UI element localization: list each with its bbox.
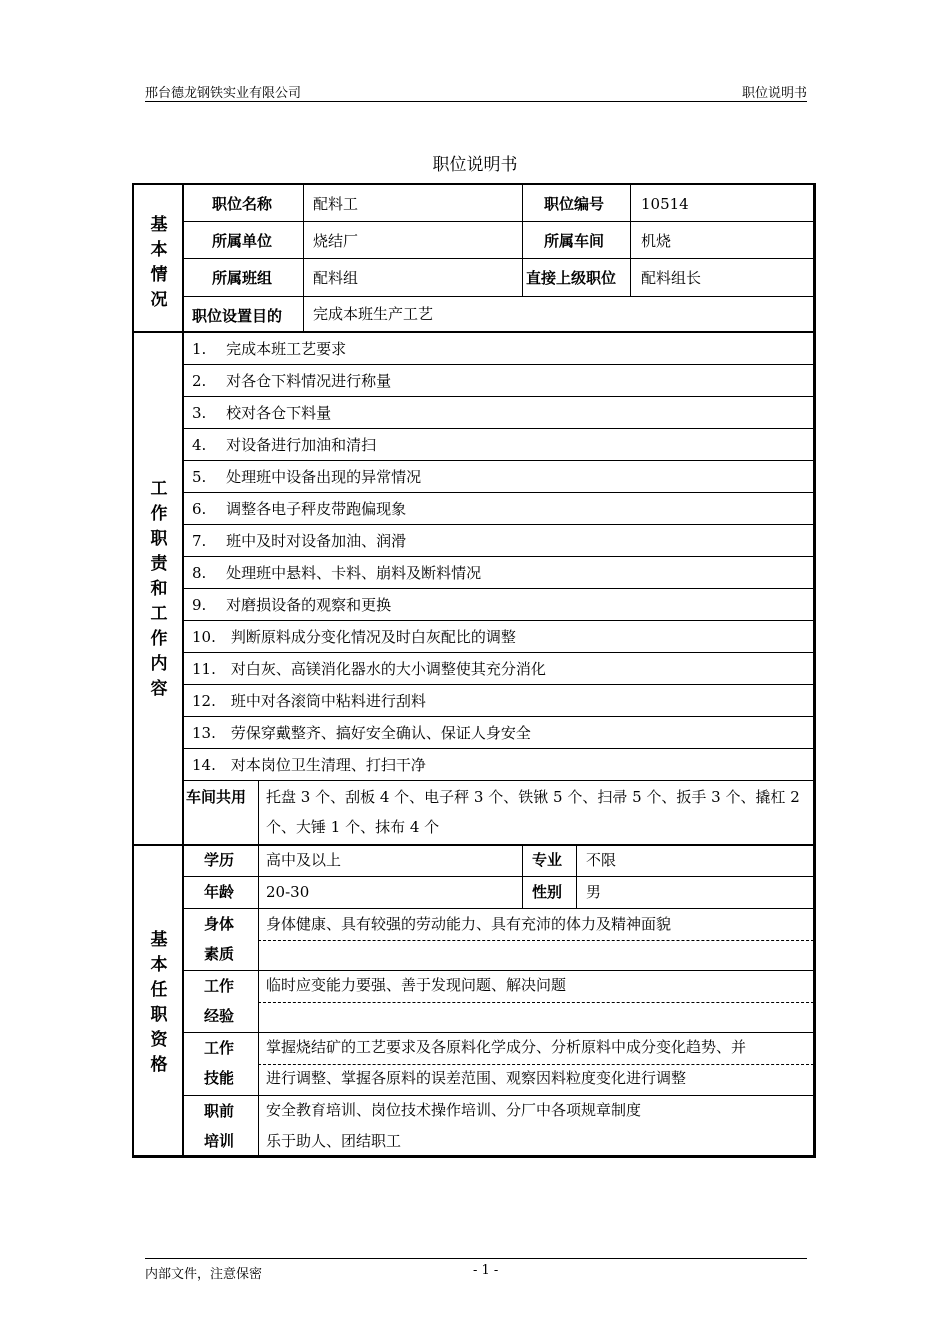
duty-item: 3. 校对各仓下料量 bbox=[192, 404, 332, 422]
section-title-basic: 基 本 情 况 bbox=[150, 215, 168, 310]
value-physical: 身体健康、具有较强的劳动能力、具有充沛的体力及精神面貌 bbox=[266, 915, 672, 933]
section-title-qualifications: 基 本 任 职 资 格 bbox=[150, 930, 168, 1075]
value-major: 不限 bbox=[586, 851, 617, 869]
value-purpose: 完成本班生产工艺 bbox=[313, 305, 434, 323]
label-experience-2: 经验 bbox=[204, 1007, 235, 1025]
label-position-code: 职位编号 bbox=[544, 195, 605, 213]
label-purpose: 职位设置目的 bbox=[192, 307, 283, 325]
value-age: 20-30 bbox=[266, 883, 310, 901]
header-doc-type: 职位说明书 bbox=[741, 86, 807, 101]
label-training-1: 职前 bbox=[204, 1102, 235, 1120]
label-skills-1: 工作 bbox=[204, 1039, 235, 1057]
label-education: 学历 bbox=[204, 851, 235, 869]
duty-item: 6. 调整各电子秤皮带跑偏现象 bbox=[192, 500, 407, 518]
duty-item: 13. 劳保穿戴整齐、搞好安全确认、保证人身安全 bbox=[192, 724, 531, 742]
label-unit: 所属单位 bbox=[212, 232, 273, 250]
label-physical-2: 素质 bbox=[204, 945, 235, 963]
duty-item: 5. 处理班中设备出现的异常情况 bbox=[192, 468, 422, 486]
value-skills-line-2: 进行调整、掌握各原料的误差范围、观察因料粒度变化进行调整 bbox=[266, 1069, 687, 1087]
value-team: 配料组 bbox=[313, 269, 359, 287]
confidential-note: 内部文件，注意保密 bbox=[145, 1267, 263, 1282]
label-shared-tools: 车间共用 bbox=[186, 788, 247, 806]
duty-item: 4. 对设备进行加油和清扫 bbox=[192, 436, 377, 454]
duty-item: 7. 班中及时对设备加油、润滑 bbox=[192, 532, 407, 550]
label-position-name: 职位名称 bbox=[212, 195, 273, 213]
value-training-line-1: 安全教育培训、岗位技术操作培训、分厂中各项规章制度 bbox=[266, 1101, 642, 1119]
shared-tools-line-1: 托盘 3 个、刮板 4 个、电子秤 3 个、铁锹 5 个、扫帚 5 个、扳手 3 个、撬杠 2 bbox=[266, 788, 800, 806]
label-superior: 直接上级职位 bbox=[526, 269, 617, 287]
label-major: 专业 bbox=[532, 851, 563, 869]
value-superior: 配料组长 bbox=[641, 269, 702, 287]
value-workshop: 机烧 bbox=[641, 232, 672, 250]
company-name: 邢台德龙钢铁实业有限公司 bbox=[145, 86, 302, 101]
page-footer bbox=[145, 1258, 807, 1282]
value-education: 高中及以上 bbox=[266, 851, 342, 869]
duty-item: 14. 对本岗位卫生清理、打扫干净 bbox=[192, 756, 426, 774]
label-training-2: 培训 bbox=[204, 1132, 235, 1150]
page-header bbox=[145, 81, 807, 102]
document-title: 职位说明书 bbox=[432, 155, 518, 175]
value-training-line-2: 乐于助人、团结职工 bbox=[266, 1132, 402, 1150]
label-gender: 性别 bbox=[532, 883, 563, 901]
value-position-name: 配料工 bbox=[313, 195, 359, 213]
label-age: 年龄 bbox=[204, 883, 235, 901]
value-unit: 烧结厂 bbox=[313, 232, 359, 250]
duty-item: 8. 处理班中悬料、卡料、崩料及断料情况 bbox=[192, 564, 482, 582]
duty-item: 1. 完成本班工艺要求 bbox=[192, 340, 347, 358]
section-title-duties: 工 作 职 责 和 工 作 内 容 bbox=[150, 479, 168, 699]
label-physical-1: 身体 bbox=[204, 915, 235, 933]
duty-item: 10. 判断原料成分变化情况及时白灰配比的调整 bbox=[192, 628, 516, 646]
page-number: - 1 - bbox=[473, 1263, 499, 1278]
job-description-form bbox=[132, 183, 816, 1158]
duty-item: 2. 对各仓下料情况进行称量 bbox=[192, 372, 392, 390]
label-experience-1: 工作 bbox=[204, 977, 235, 995]
label-workshop: 所属车间 bbox=[544, 232, 605, 250]
duty-item: 9. 对磨损设备的观察和更换 bbox=[192, 596, 392, 614]
duty-item: 12. 班中对各滚筒中粘料进行刮料 bbox=[192, 692, 426, 710]
duty-item: 11. 对白灰、高镁消化器水的大小调整使其充分消化 bbox=[192, 660, 546, 678]
shared-tools-line-2: 个、大锤 1 个、抹布 4 个 bbox=[266, 818, 440, 836]
value-experience: 临时应变能力要强、善于发现问题、解决问题 bbox=[266, 976, 567, 994]
label-skills-2: 技能 bbox=[204, 1069, 235, 1087]
value-skills-line-1: 掌握烧结矿的工艺要求及各原料化学成分、分析原料中成分变化趋势、并 bbox=[266, 1038, 747, 1056]
value-gender: 男 bbox=[586, 883, 602, 901]
label-team: 所属班组 bbox=[212, 269, 273, 287]
value-position-code: 10514 bbox=[641, 195, 689, 213]
